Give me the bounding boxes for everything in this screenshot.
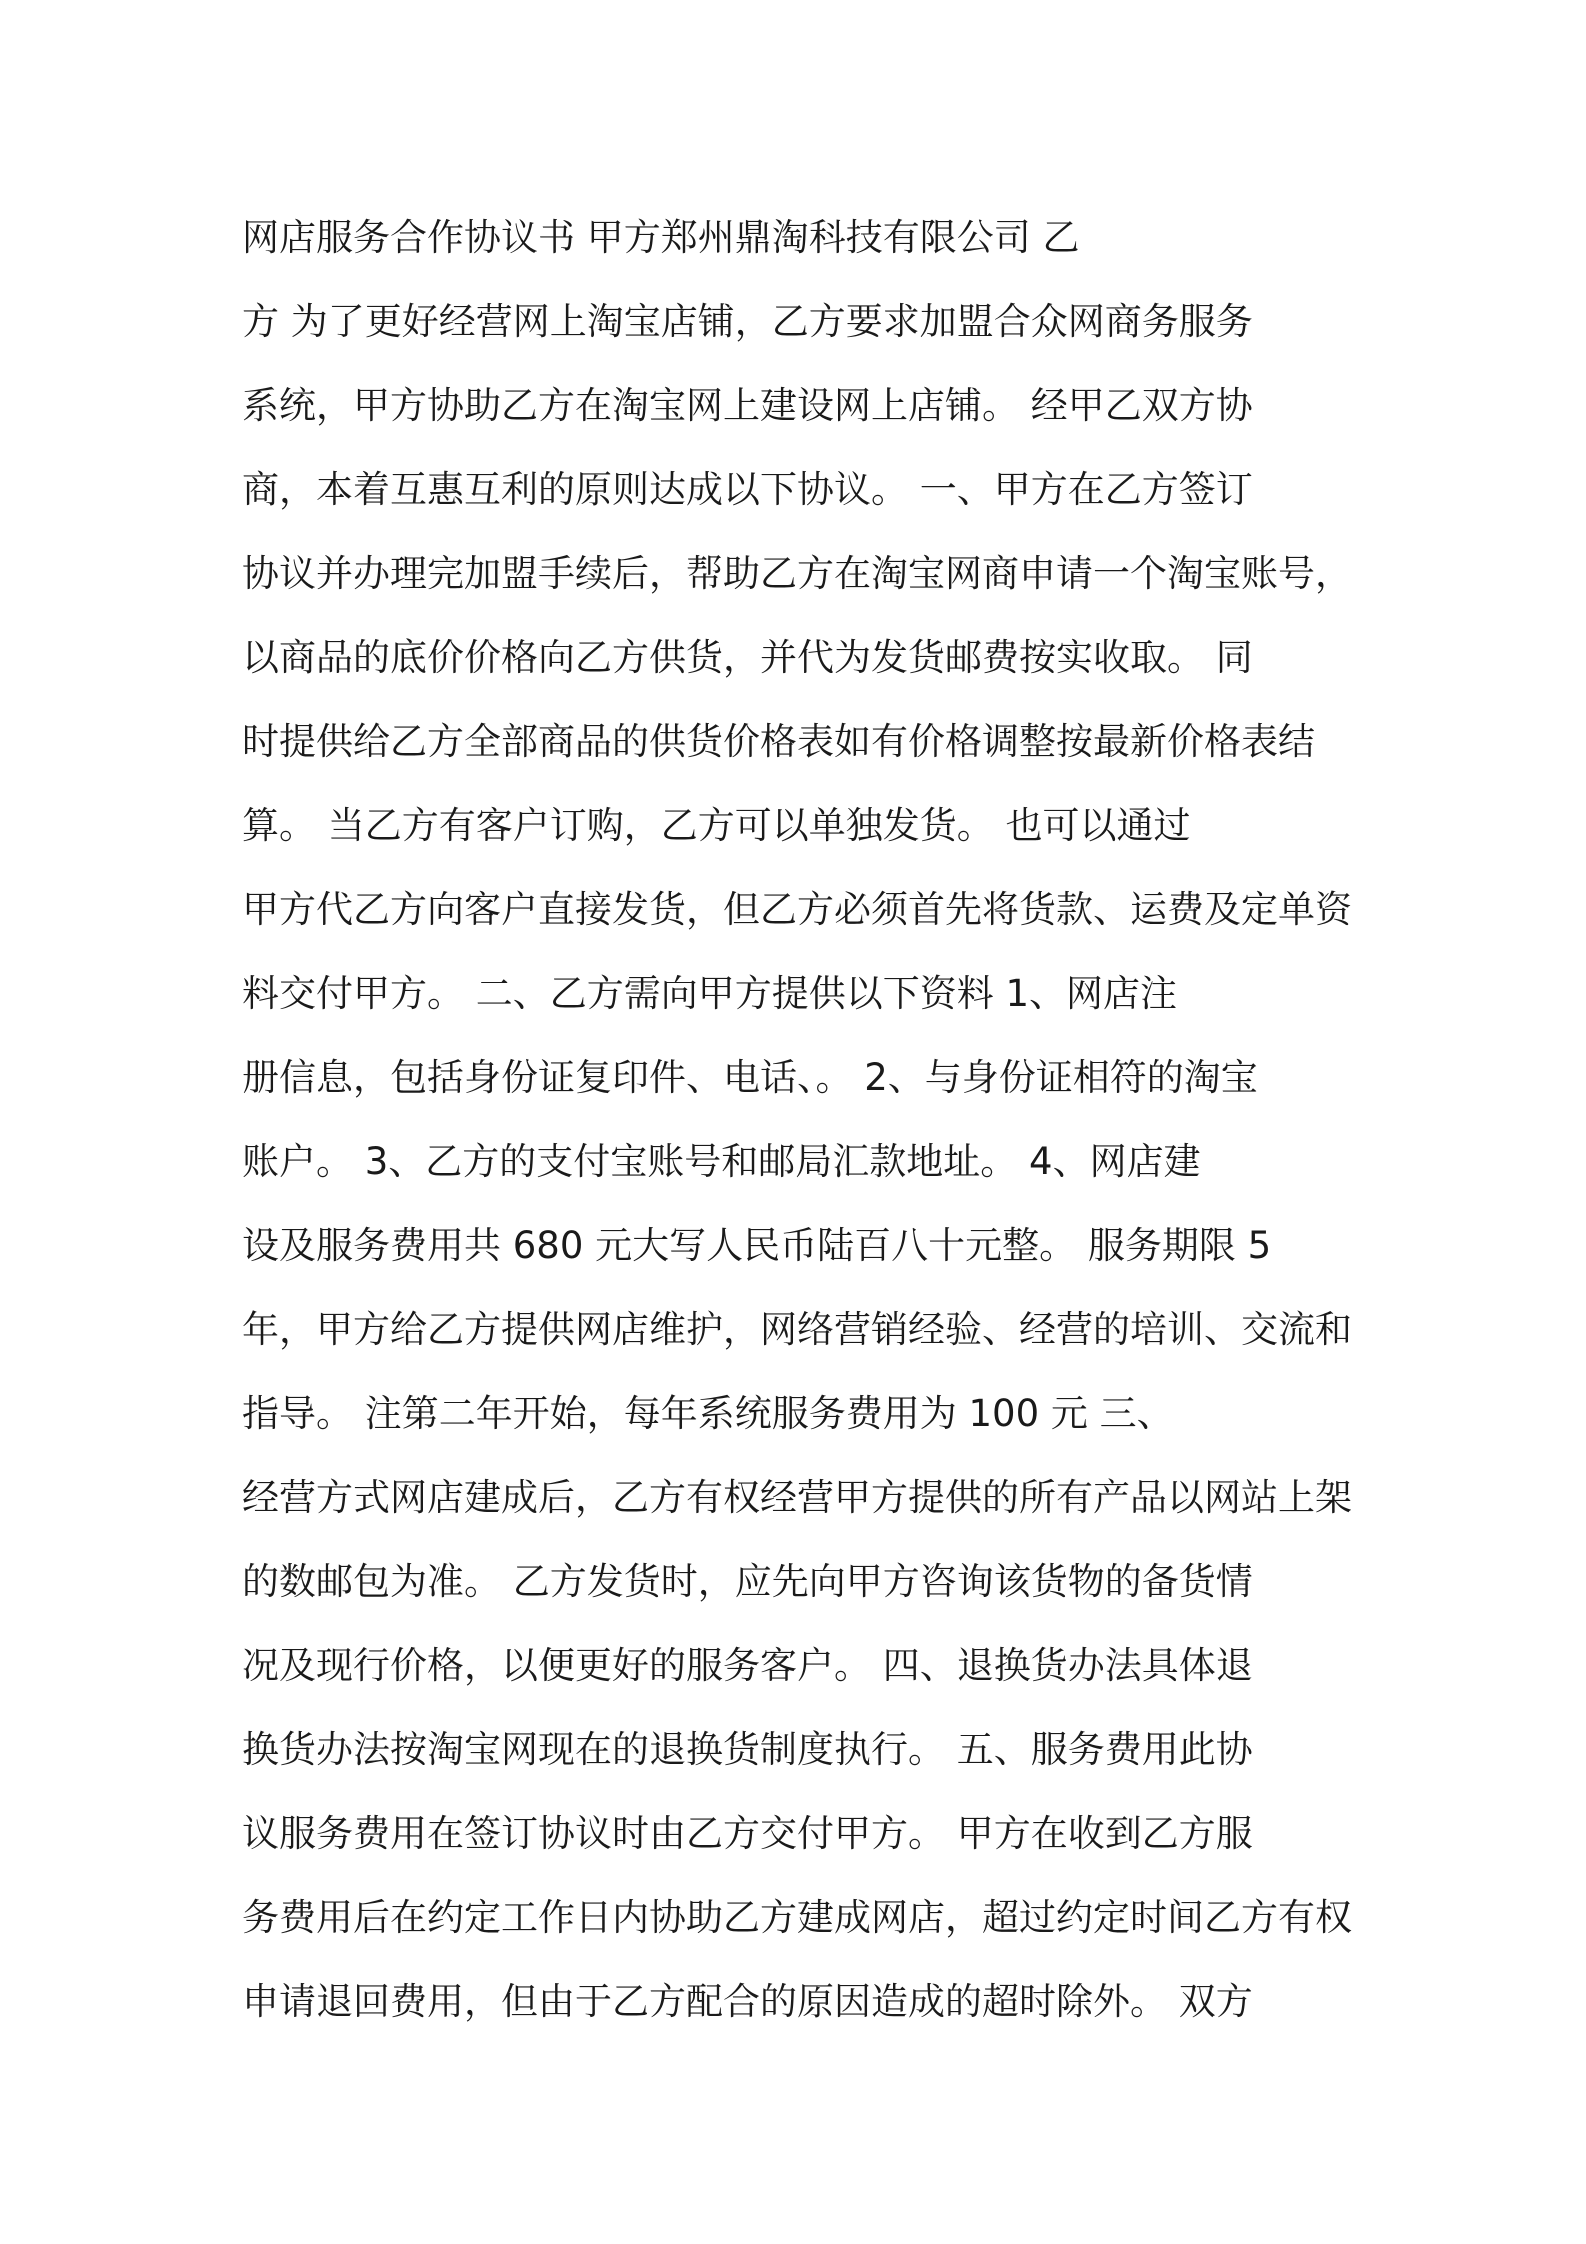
text-line: 时提供给乙方全部商品的供货价格表如有价格调整按最新价格表结: [242, 720, 1315, 763]
text-line: 申请退回费用，但由于乙方配合的原因造成的超时除外。 双方: [242, 1980, 1253, 2023]
agreement-body: [242, 196, 1358, 2044]
text-line: 账户。 3、乙方的支付宝账号和邮局汇款地址。 4、网店建: [242, 1140, 1201, 1183]
text-line: 经营方式网店建成后，乙方有权经营甲方提供的所有产品以网站上架: [242, 1476, 1352, 1519]
text-line: 务费用后在约定工作日内协助乙方建成网店，超过约定时间乙方有权: [242, 1896, 1352, 1939]
text-line: 甲方代乙方向客户直接发货，但乙方必须首先将货款、运费及定单资: [242, 888, 1352, 931]
text-line: 算。 当乙方有客户订购，乙方可以单独发货。 也可以通过: [242, 804, 1191, 847]
text-line: 况及现行价格，以便更好的服务客户。 四、退换货办法具体退: [242, 1644, 1253, 1687]
text-line: 系统，甲方协助乙方在淘宝网上建设网上店铺。 经甲乙双方协: [242, 384, 1253, 427]
text-line: 年，甲方给乙方提供网店维护，网络营销经验、经营的培训、交流和: [242, 1308, 1352, 1351]
text-line: 方 为了更好经营网上淘宝店铺，乙方要求加盟合众网商务服务: [242, 300, 1253, 343]
text-line: 换货办法按淘宝网现在的退换货制度执行。 五、服务费用此协: [242, 1728, 1253, 1771]
text-line: 协议并办理完加盟手续后，帮助乙方在淘宝网商申请一个淘宝账号，: [242, 552, 1352, 595]
text-line: 指导。 注第二年开始，每年系统服务费用为 100 元 三、: [242, 1392, 1174, 1435]
text-line: 册信息，包括身份证复印件、电话、。 2、与身份证相符的淘宝: [242, 1056, 1258, 1099]
text-line: 商，本着互惠互利的原则达成以下协议。 一、甲方在乙方签订: [242, 468, 1253, 511]
text-line: 设及服务费用共 680 元大写人民币陆百八十元整。 服务期限 5: [242, 1224, 1272, 1267]
text-line: 网店服务合作协议书 甲方郑州鼎淘科技有限公司 乙: [242, 216, 1080, 259]
text-line: 议服务费用在签订协议时由乙方交付甲方。 甲方在收到乙方服: [242, 1812, 1253, 1855]
text-line: 料交付甲方。 二、乙方需向甲方提供以下资料 1、网店注: [242, 972, 1178, 1015]
text-line: 以商品的底价价格向乙方供货，并代为发货邮费按实收取。 同: [242, 636, 1253, 679]
text-line: 的数邮包为准。 乙方发货时，应先向甲方咨询该货物的备货情: [242, 1560, 1253, 1603]
